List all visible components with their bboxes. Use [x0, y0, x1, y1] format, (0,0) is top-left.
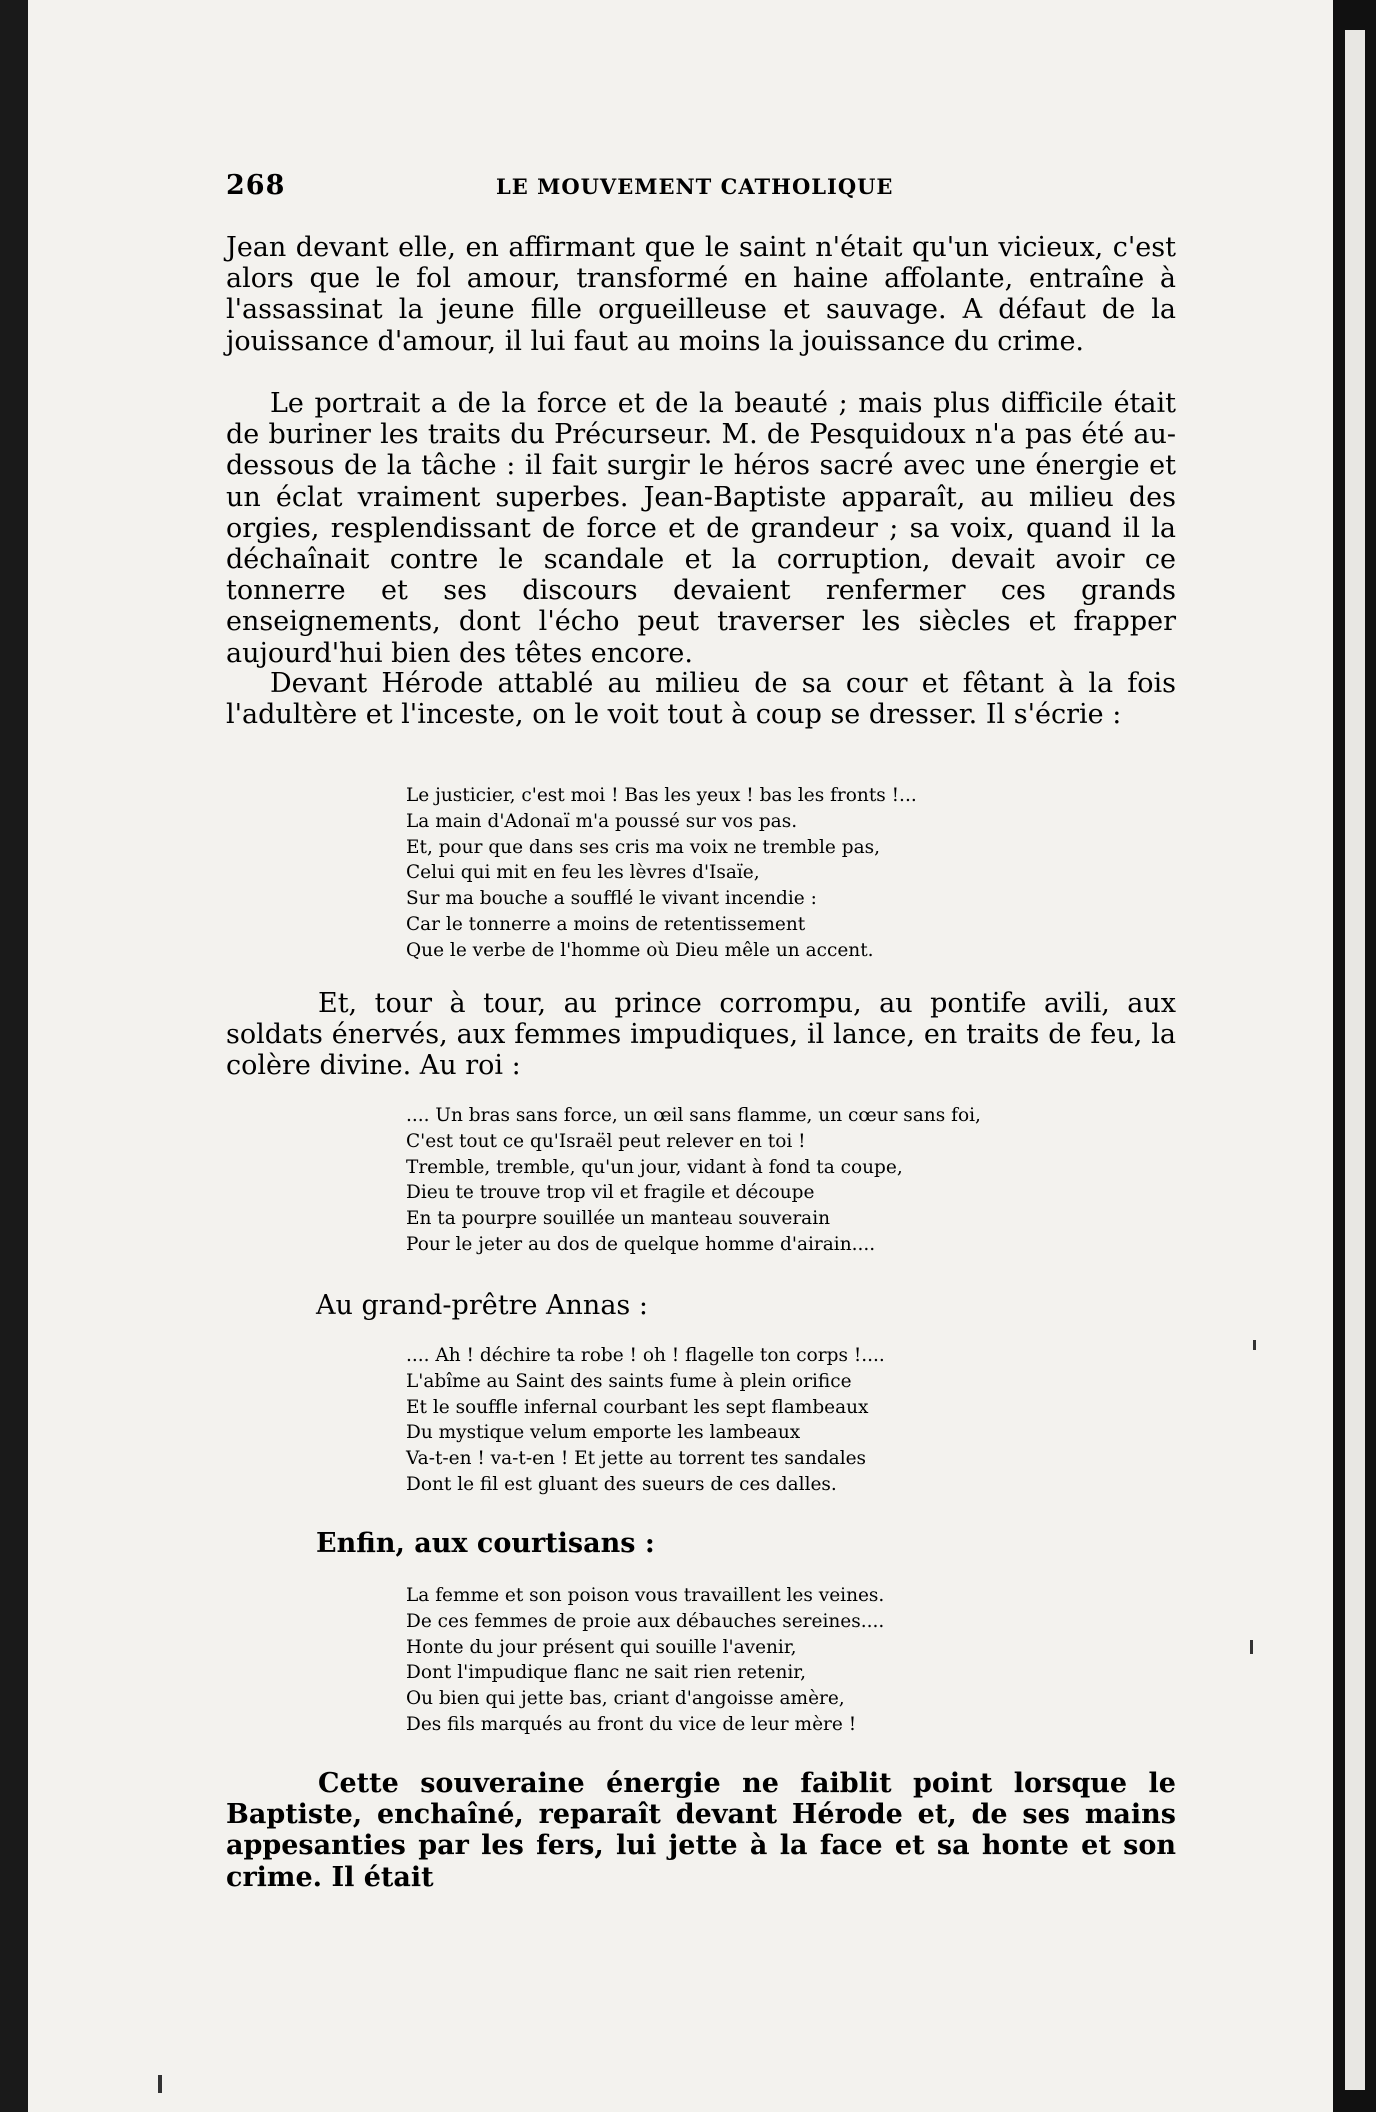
verse-block-3 — [406, 1343, 1106, 1498]
verse-line: Car le tonnerre a moins de retentissement — [406, 913, 806, 935]
verse-line: La main d'Adonaï m'a poussé sur vos pas. — [406, 810, 798, 832]
verse-line: Ou bien qui jette bas, criant d'angoisse amère, — [406, 1688, 845, 1710]
verse-line: Dont le fil est gluant des sueurs de ces dalles. — [406, 1473, 837, 1495]
verse-line: Pour le jeter au dos de quelque homme d'airain.... — [406, 1233, 876, 1255]
verse-line: Du mystique velum emporte les lambeaux — [406, 1422, 801, 1444]
verse-line: Va-t-en ! va-t-en ! Et jette au torrent tes sandales — [406, 1448, 867, 1470]
verse-line: Des fils marqués au front du vice de leur mère ! — [406, 1713, 857, 1735]
verse-block-1 — [406, 783, 1106, 964]
scan-speck — [158, 2075, 162, 2093]
intro-courtisans: Enfin, aux courtisans : — [316, 1528, 655, 1559]
verse-line: Le justicier, c'est moi ! Bas les yeux ! bas les fronts !... — [406, 785, 917, 806]
verse-block-4 — [406, 1583, 1106, 1738]
verse-block-2 — [406, 1103, 1106, 1258]
verse-line: Sur ma bouche a soufflé le vivant incendie : — [406, 888, 817, 910]
intro-annas: Au grand-prêtre Annas : — [316, 1290, 648, 1321]
verse-line: Honte du jour présent qui souille l'avenir, — [406, 1636, 797, 1658]
page-number: 268 — [226, 170, 286, 201]
paragraph-2: Le portrait a de la force et de la beauté ; mais plus difficile était de buriner les traits du Précurseur. M. de Pesquidoux n'a pas été au-dessous de la tâche : il fait surgir le héros sacré avec une énergie et un éclat vraiment superbes. Jean-Baptiste apparaît, au milieu des orgies, resplendissant de force et de grandeur ; sa voix, quand il la déchaînait contre le scandale et la corruption, devait avoir ce tonnerre et ses discours devaient renfermer ces grands enseignements, dont l'écho peut traverser les siècles et frapper aujourd'hui bien des têtes encore. — [226, 388, 1176, 669]
verse-line: Dieu te trouve trop vil et fragile et découpe — [406, 1182, 815, 1204]
verse-line: Que le verbe de l'homme où Dieu mêle un accent. — [406, 939, 874, 961]
adjacent-page-strip — [1345, 30, 1365, 2090]
page-header — [226, 170, 1176, 210]
verse-line: C'est tout ce qu'Israël peut relever en toi ! — [406, 1130, 806, 1152]
paragraph-3: Devant Hérode attablé au milieu de sa cour et fêtant à la fois l'adultère et l'inceste, on le voit tout à coup se dresser. Il s'écrie : — [226, 668, 1176, 731]
scan-speck — [1250, 1640, 1253, 1654]
verse-line: De ces femmes de proie aux débauches sereines.... — [406, 1610, 885, 1632]
paragraph-4: Et, tour à tour, au prince corrompu, au pontife avili, aux soldats énervés, aux femmes impudiques, il lance, en traits de feu, la colère divine. Au roi : — [226, 988, 1176, 1082]
verse-line: L'abîme au Saint des saints fume à plein orifice — [406, 1370, 852, 1392]
verse-line: Celui qui mit en feu les lèvres d'Isaïe, — [406, 862, 760, 884]
scan-speck — [1253, 1340, 1256, 1350]
verse-line: Et le souffle infernal courbant les sept flambeaux — [406, 1396, 869, 1418]
verse-line: .... Un bras sans force, un œil sans flamme, un cœur sans foi, — [406, 1105, 981, 1126]
running-head: LE MOUVEMENT CATHOLIQUE — [496, 174, 894, 199]
verse-line: Tremble, tremble, qu'un jour, vidant à fond ta coupe, — [406, 1156, 903, 1178]
scan-left-margin — [0, 0, 28, 2112]
paragraph-5: Cette souveraine énergie ne faiblit point lorsque le Baptiste, enchaîné, reparaît devant Hérode et, de ses mains appesanties par les fers, lui jette à la face et sa honte et son crime. Il était — [226, 1768, 1176, 1893]
paragraph-1: Jean devant elle, en affirmant que le saint n'était qu'un vicieux, c'est alors que le fol amour, transformé en haine affolante, entraîne à l'assassinat la jeune fille orgueilleuse et sauvage. A défaut de la jouissance d'amour, il lui faut au moins la jouissance du crime. — [226, 232, 1176, 357]
verse-line: .... Ah ! déchire ta robe ! oh ! flagelle ton corps !.... — [406, 1345, 885, 1366]
verse-line: Dont l'impudique flanc ne sait rien retenir, — [406, 1662, 806, 1684]
verse-line: En ta pourpre souillée un manteau souverain — [406, 1208, 831, 1230]
verse-line: La femme et son poison vous travaillent les veines. — [406, 1585, 885, 1606]
verse-line: Et, pour que dans ses cris ma voix ne tremble pas, — [406, 836, 880, 858]
